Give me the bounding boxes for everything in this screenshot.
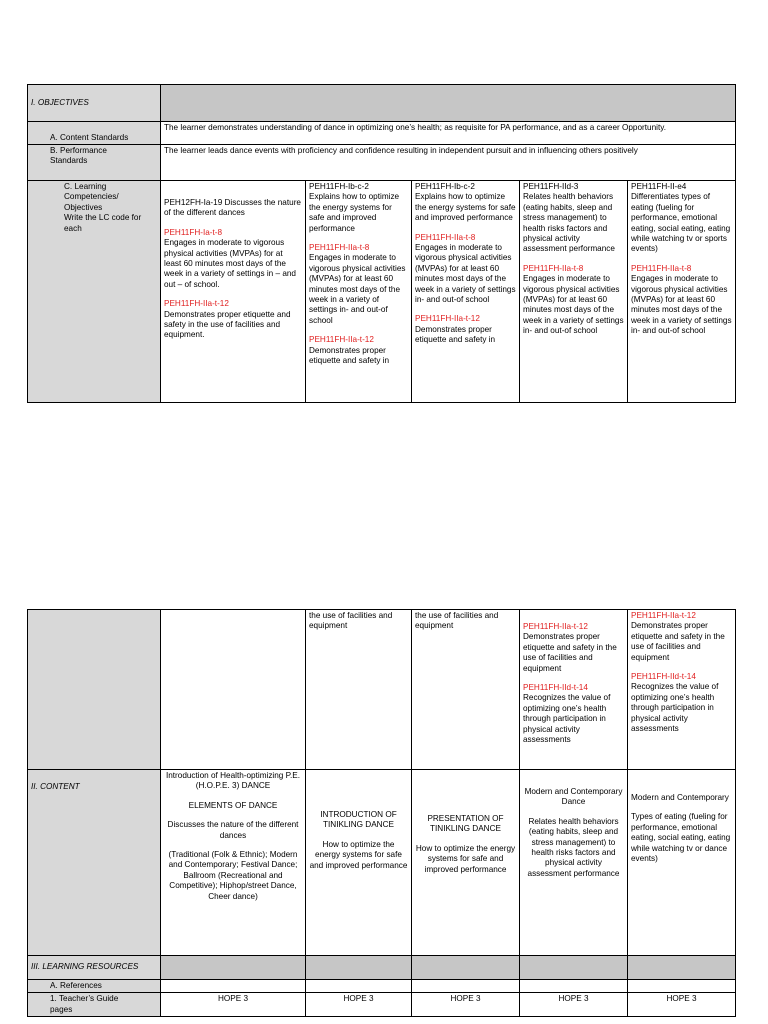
competency-intro: PEH12FH-Ia-19 Discusses the nature of the different dances [164, 198, 301, 218]
competency-code: PEH11FH-IIa-t-8 [415, 232, 476, 242]
references-label: A. References [28, 980, 161, 993]
content-standards-text: The learner demonstrates understanding of dance in optimizing one’s health; as requisite for PA performance, and as a career Opportunity. [161, 122, 736, 145]
references-cell [520, 980, 628, 993]
content-cell-4 [520, 770, 628, 956]
competency-text: Demonstrates proper etiquette and safety in the use of facilities and equipment [523, 632, 617, 673]
resources-gray-cell [306, 956, 412, 980]
references-cell [628, 980, 736, 993]
competency-code: PEH11FH-IIa-t-12 [631, 611, 696, 620]
continued-cell-2 [306, 610, 412, 770]
objectives-header-cell [161, 85, 736, 122]
resources-gray-cell [520, 956, 628, 980]
objectives-table [27, 84, 736, 403]
competency-text: the use of facilities and equipment [415, 611, 499, 631]
competency-text: Differentiates types of eating (fueling for performance, emotional eating, social eating, eating while watching tv or sports events) [631, 192, 731, 254]
competency-code: PEH11FH-IIa-t-12 [164, 299, 229, 309]
performance-standards-text: The learner leads dance events with proficiency and confidence resulting in independent pursuit and in influencing others positively [161, 145, 736, 181]
objectives-label: I. OBJECTIVES [28, 85, 161, 122]
references-cell [306, 980, 412, 993]
content-desc: Discusses the nature of the different dances [167, 820, 299, 840]
resources-gray-cell [412, 956, 520, 980]
content-title: Modern and Contemporary Dance [524, 787, 623, 807]
continued-cell-5 [628, 610, 736, 770]
content-list: (Traditional (Folk & Ethnic); Modern and Contemporary; Festival Dance; Ballroom (Recreational and Competitive); Hiphop/street Dance, Cheer dance) [168, 850, 298, 901]
resources-gray-cell [628, 956, 736, 980]
content-subtitle: ELEMENTS OF DANCE [188, 800, 278, 810]
competency-text: Engages in moderate to vigorous physical activities (MVPAs) for at least 60 minutes most days of the week in a variety of settings in – and out – of school. [164, 238, 296, 289]
continued-cell-1 [161, 610, 306, 770]
competency-cell-5 [628, 181, 736, 403]
competency-text: Demonstrates proper etiquette and safety in the use of facilities and equipment [631, 621, 725, 662]
competency-text: the use of facilities and equipment [309, 611, 393, 631]
learning-competencies-label: C. Learning Competencies/ Objectives Write the LC code for each [28, 181, 161, 403]
content-cell-2 [306, 770, 412, 956]
competency-text: Relates health behaviors (eating habits, sleep and stress management) to health risks factors and physical activity assessment performance [523, 192, 615, 254]
content-cell-5 [628, 770, 736, 956]
content-standards-label: A. Content Standards [28, 122, 161, 145]
competency-text: Explains how to optimize the energy systems for safe and improved performance [309, 192, 400, 233]
content-desc: Relates health behaviors (eating habits, sleep and stress management) to health risks factors and physical activity assessment performance [527, 816, 620, 878]
competency-text: Demonstrates proper etiquette and safety in [415, 324, 496, 345]
competency-text: Engages in moderate to vigorous physical activities (MVPAs) for at least 60 minutes most days of the week in a variety of settings in- and out-of school [415, 243, 516, 305]
content-cell-1 [161, 770, 306, 956]
competency-text: Recognizes the value of optimizing one’s health through participation in physical activity assessments [631, 682, 719, 734]
content-table [27, 609, 736, 1017]
competency-code: PEH11FH-IIa-t-8 [631, 263, 692, 273]
competency-text: Demonstrates proper etiquette and safety in [309, 345, 390, 366]
competency-code: PEH11FH-IId-t-14 [631, 672, 696, 682]
references-cell [161, 980, 306, 993]
content-desc: How to optimize the energy systems for safe and improved performance [309, 839, 408, 870]
competency-text: Recognizes the value of optimizing one’s health through participation in physical activity assessments [523, 693, 611, 745]
competency-head: PEH11FH-IId-3 [523, 182, 579, 191]
performance-standards-label: B. Performance Standards [28, 145, 161, 181]
teachers-guide-value: HOPE 3 [161, 993, 306, 1017]
competency-cell-4 [520, 181, 628, 403]
competency-code: PEH11FH-Ia-t-8 [164, 227, 223, 237]
continued-label-cell [28, 610, 161, 770]
references-cell [412, 980, 520, 993]
competency-head: PEH11FH-II-e4 [631, 182, 687, 191]
competency-code: PEH11FH-IId-t-14 [523, 683, 588, 693]
content-label: II. CONTENT [28, 770, 161, 956]
teachers-guide-value: HOPE 3 [520, 993, 628, 1017]
competency-head: PEH11FH-Ib-c-2 [309, 182, 369, 191]
competency-code: PEH11FH-IIa-t-12 [523, 622, 588, 631]
competency-cell-1 [161, 181, 306, 403]
resources-gray-cell [161, 956, 306, 980]
content-title: Introduction of Health-optimizing P.E. (H.O.P.E. 3) DANCE [165, 771, 301, 791]
competency-text: Engages in moderate to vigorous physical activities (MVPAs) for at least 60 minutes most days of the week in a variety of settings in- and out-of school [309, 253, 406, 325]
content-title: Modern and Contemporary [631, 793, 729, 802]
content-title: PRESENTATION OF TINIKLING DANCE [427, 814, 504, 834]
competency-code: PEH11FH-IIa-t-8 [523, 263, 584, 273]
content-desc: Types of eating (fueling for performance, emotional eating, social eating, eating while watching tv or dance events) [631, 812, 731, 864]
competency-cell-2 [306, 181, 412, 403]
content-desc: How to optimize the energy systems for safe and improved performance [415, 843, 516, 874]
competency-text: Engages in moderate to vigorous physical activities (MVPAs) for at least 60 minutes most days of the week in a variety of settings in- and out-of school [631, 274, 732, 336]
teachers-guide-value: HOPE 3 [412, 993, 520, 1017]
competency-text: Engages in moderate to vigorous physical activities (MVPAs) for at least 60 minutes most days of the week in a variety of settings in- and out-of school [523, 274, 624, 336]
competency-head: PEH11FH-Ib-c-2 [415, 182, 475, 191]
learning-resources-label: III. LEARNING RESOURCES [28, 956, 161, 980]
competency-code: PEH11FH-IIa-t-12 [309, 335, 374, 345]
teachers-guide-value: HOPE 3 [306, 993, 412, 1017]
continued-cell-3 [412, 610, 520, 770]
competency-code: PEH11FH-IIa-t-12 [415, 314, 480, 324]
competency-text: Demonstrates proper etiquette and safety in the use of facilities and equipment. [164, 309, 291, 340]
teachers-guide-label: 1. Teacher’s Guide pages [28, 993, 161, 1017]
content-cell-3 [412, 770, 520, 956]
teachers-guide-value: HOPE 3 [628, 993, 736, 1017]
competency-text: Explains how to optimize the energy systems for safe and improved performance [415, 192, 516, 223]
content-title: INTRODUCTION OF TINIKLING DANCE [320, 810, 397, 830]
continued-cell-4 [520, 610, 628, 770]
competency-cell-3 [412, 181, 520, 403]
competency-code: PEH11FH-IIa-t-8 [309, 243, 370, 253]
